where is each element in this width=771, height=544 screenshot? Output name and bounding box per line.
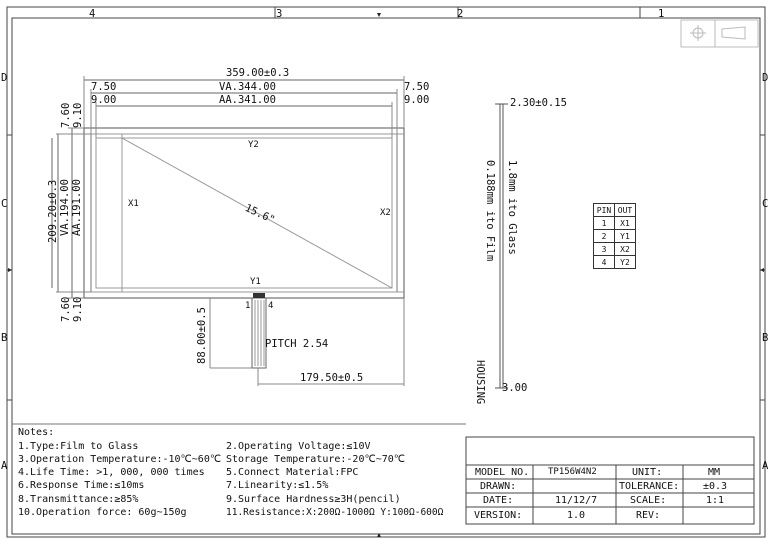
zone-letter-d-right: D xyxy=(762,72,769,84)
note-item: 5.Connect Material:FPC xyxy=(226,467,359,478)
va-height-dim: VA.194.00 xyxy=(59,179,71,236)
date-label: DATE: xyxy=(483,495,514,506)
table-row xyxy=(594,243,636,256)
out-cell: X1 xyxy=(615,217,636,230)
unit-label: UNIT: xyxy=(632,467,663,478)
zone-letter-c-left: C xyxy=(1,198,8,210)
bottom-offset-2: 9.10 xyxy=(72,296,84,322)
note-item: 8.Transmittance:≥85% xyxy=(18,494,139,505)
tail-length-dim: 88.00±0.5 xyxy=(196,307,208,364)
va-width-dim: VA.344.00 xyxy=(219,81,276,93)
right-offset-2: 9.00 xyxy=(404,94,430,106)
unit-value: MM xyxy=(708,467,721,478)
tail-offset-dim: 179.50±0.5 xyxy=(300,372,364,384)
pitch-label: PITCH 2.54 xyxy=(265,338,329,350)
note-item: 11.Resistance:X:200Ω-1000Ω Y:100Ω-600Ω xyxy=(226,507,444,518)
model-label: MODEL NO. xyxy=(475,467,530,478)
scale-value: 1:1 xyxy=(706,495,725,506)
zone-number-4: 4 xyxy=(89,8,96,20)
left-offset-1: 7.50 xyxy=(91,81,117,93)
outer-height-dim: 209.20±0.3 xyxy=(47,179,59,243)
outer-width-dim: 359.00±0.3 xyxy=(226,67,290,79)
out-cell: Y2 xyxy=(615,256,636,269)
housing-label: HOUSING xyxy=(474,360,486,405)
top-offset-2: 9.10 xyxy=(72,102,84,128)
x1-label: X1 xyxy=(128,199,139,209)
version-label: VERSION: xyxy=(474,510,523,521)
rev-label: REV: xyxy=(636,510,661,521)
pin-cell: 2 xyxy=(594,230,615,243)
scale-label: SCALE: xyxy=(630,495,667,506)
table-row xyxy=(594,230,636,243)
tolerance-label: TOLERANCE: xyxy=(619,481,680,492)
drawn-label: DRAWN: xyxy=(480,481,517,492)
note-item: 10.Operation force: 60g~150g xyxy=(18,507,187,518)
top-offset-1: 7.60 xyxy=(60,102,72,128)
right-offset-1: 7.50 xyxy=(404,81,430,93)
left-offset-2: 9.00 xyxy=(91,94,117,106)
note-item: 6.Response Time:≤10ms xyxy=(18,480,145,491)
zone-letter-b-right: B xyxy=(762,332,769,344)
model-value: TP156W4N2 xyxy=(548,467,597,477)
aa-height-dim: AA.191.00 xyxy=(71,179,83,236)
thickness-dim: 2.30±0.15 xyxy=(510,97,567,109)
zone-letter-a-left: A xyxy=(1,460,8,472)
pin-cell: 4 xyxy=(594,256,615,269)
x2-label: X2 xyxy=(380,208,391,218)
note-item: 2.Operating Voltage:≤10V xyxy=(226,441,371,452)
out-header: OUT xyxy=(615,204,636,217)
note-item: 9.Surface Hardness≥3H(pencil) xyxy=(226,494,401,505)
zone-number-1: 1 xyxy=(658,8,665,20)
pin-header: PIN xyxy=(594,204,615,217)
out-cell: Y1 xyxy=(615,230,636,243)
pin-1-label: 1 xyxy=(245,301,251,311)
pin-out-table xyxy=(593,203,636,269)
out-cell: X2 xyxy=(615,243,636,256)
table-row xyxy=(594,217,636,230)
zone-letter-b-left: B xyxy=(1,332,8,344)
diagonal-size-label: 15.6" xyxy=(242,202,277,227)
version-value: 1.0 xyxy=(567,510,586,521)
date-value: 11/12/7 xyxy=(555,495,598,506)
film-thickness-label: 0.188mm ito Film xyxy=(484,160,496,262)
note-item: 1.Type:Film to Glass xyxy=(18,441,139,452)
note-item: 3.Operation Temperature:-10℃~60℃ xyxy=(18,454,222,465)
y2-label: Y2 xyxy=(248,140,259,150)
zone-letter-d-left: D xyxy=(1,72,8,84)
zone-letter-c-right: C xyxy=(762,198,769,210)
note-item: Storage Temperature:-20℃~70℃ xyxy=(226,454,405,465)
y1-label: Y1 xyxy=(250,277,261,287)
zone-number-2: 2 xyxy=(457,8,464,20)
pin-4-label: 4 xyxy=(268,301,274,311)
pin-cell: 3 xyxy=(594,243,615,256)
tolerance-value: ±0.3 xyxy=(703,481,728,492)
pin-cell: 1 xyxy=(594,217,615,230)
table-row xyxy=(594,256,636,269)
notes-title: Notes: xyxy=(18,427,55,438)
bottom-offset-1: 7.60 xyxy=(60,296,72,322)
note-item: 4.Life Time: >1, 000, 000 times xyxy=(18,467,205,478)
zone-number-3: 3 xyxy=(276,8,283,20)
glass-thickness-label: 1.8mm ito Glass xyxy=(506,160,518,255)
housing-dim: 3.00 xyxy=(502,382,528,394)
zone-letter-a-right: A xyxy=(762,460,769,472)
note-item: 7.Linearity:≤1.5% xyxy=(226,480,329,491)
aa-width-dim: AA.341.00 xyxy=(219,94,276,106)
